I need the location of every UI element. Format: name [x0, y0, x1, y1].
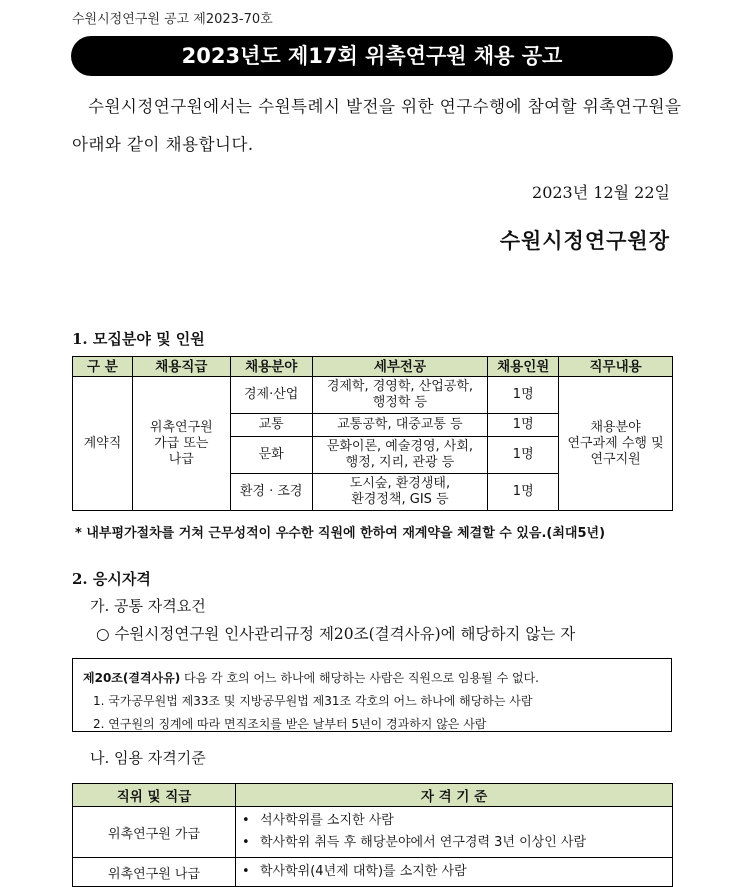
field-cell: 경제·산업 [230, 377, 312, 414]
major-cell [312, 474, 488, 511]
intro-paragraph: 수원시정연구원에서는 수원특례시 발전을 위한 연구수행에 참여할 위촉연구원을 아래와 같이 채용합니다. [72, 97, 682, 154]
count-cell: 1명 [488, 474, 559, 511]
section1-heading: 1. 모집분야 및 인원 [72, 330, 205, 348]
count-cell: 1명 [488, 377, 559, 414]
duty-line: 채용분야 [590, 419, 641, 435]
major-line: 환경정책, GIS 등 [351, 492, 449, 507]
header-grade: 채용직급 [132, 357, 230, 377]
subsection-b-heading: 나. 임용 자격기준 [90, 749, 206, 767]
disqualification-lead-line [83, 667, 671, 690]
role-cell: 위촉연구원 가급 [73, 807, 236, 858]
grade-line: 가급 또는 [154, 435, 209, 451]
table-row [73, 807, 673, 858]
article-text: 다음 각 호의 어느 하나에 해당하는 사람은 직원으로 임용될 수 없다. [180, 671, 539, 685]
header-category: 구 분 [73, 357, 133, 377]
field-cell: 문화 [230, 437, 312, 474]
duty-line: 연구과제 수행 및 [567, 435, 664, 451]
subsection-a-heading: 가. 공통 자격요건 [90, 597, 206, 615]
duty-cell [559, 377, 673, 511]
major-line: 경제학, 경영학, 산업공학, [326, 379, 474, 394]
list-item: 2. 연구원의 징계에 따라 면직조치를 받은 날부터 5년이 경과하지 않은 사람 [93, 717, 487, 731]
notice-number: 수원시정연구원 공고 제2023-70호 [72, 12, 273, 27]
qualification-table [72, 783, 673, 887]
grade-cell [132, 377, 230, 511]
major-line: 도시숲, 환경생태, [349, 476, 451, 491]
issuer-name: 수원시정연구원장 [499, 228, 670, 253]
criteria-cell [236, 807, 673, 858]
major-line: 행정, 지리, 관광 등 [345, 455, 455, 470]
header-count: 채용인원 [488, 357, 559, 377]
field-cell: 환경 · 조경 [230, 474, 312, 511]
criteria-item [242, 832, 671, 854]
criteria-text: 학사학위 취득 후 해당분야에서 연구경력 3년 이상인 사람 [260, 835, 587, 850]
recruitment-table [72, 356, 673, 511]
notice-date: 2023년 12월 22일 [532, 183, 670, 202]
major-cell [312, 377, 488, 414]
major-line: 문화이론, 예술경영, 사회, [326, 439, 474, 454]
grade-line: 위촉연구원 [149, 419, 213, 435]
criteria-text: 학사학위(4년제 대학)를 소지한 사람 [260, 864, 467, 879]
grade-line: 나급 [168, 451, 194, 467]
duty-line: 연구지원 [590, 451, 641, 467]
major-cell [312, 437, 488, 474]
table-row [73, 377, 673, 414]
bullet-icon: • [242, 864, 250, 879]
count-cell: 1명 [488, 437, 559, 474]
major-cell [312, 414, 488, 437]
criteria-cell [236, 858, 673, 887]
bullet-icon: • [242, 835, 250, 850]
count-cell: 1명 [488, 414, 559, 437]
field-cell: 교통 [230, 414, 312, 437]
header-duty: 직무내용 [559, 357, 673, 377]
bullet-icon: • [242, 813, 250, 828]
table-row [73, 858, 673, 887]
qualification-table-header [73, 784, 673, 807]
header-role: 직위 및 직급 [73, 784, 236, 807]
list-item: 1. 국가공무원법 제33조 및 지방공무원법 제31조 각호의 어느 하나에 해당하는 사람 [93, 694, 533, 708]
role-cell: 위촉연구원 나급 [73, 858, 236, 887]
article-title: 제20조(결격사유) [83, 671, 181, 685]
major-line: 교통공학, 대중교통 등 [337, 417, 463, 432]
header-major: 세부전공 [312, 357, 488, 377]
criteria-item [242, 861, 671, 883]
header-field: 채용분야 [230, 357, 312, 377]
disqualification-box [72, 658, 672, 732]
common-criteria: ○ 수원시정연구원 인사관리규정 제20조(결격사유)에 해당하지 않는 자 [96, 625, 576, 643]
recruitment-table-header [73, 357, 673, 377]
header-criteria: 자 격 기 준 [236, 784, 673, 807]
major-line: 행정학 등 [372, 395, 428, 410]
section2-heading: 2. 응시자격 [72, 570, 151, 588]
criteria-text: 석사학위를 소지한 사람 [260, 813, 394, 828]
category-cell: 계약직 [73, 377, 133, 511]
page-title: 2023년도 제17회 위촉연구원 채용 공고 [71, 36, 673, 76]
renewal-footnote: * 내부평가절차를 거쳐 근무성적이 우수한 직원에 한하여 재계약을 체결할 수 있음.(최대5년) [75, 526, 606, 541]
criteria-item [242, 810, 671, 832]
